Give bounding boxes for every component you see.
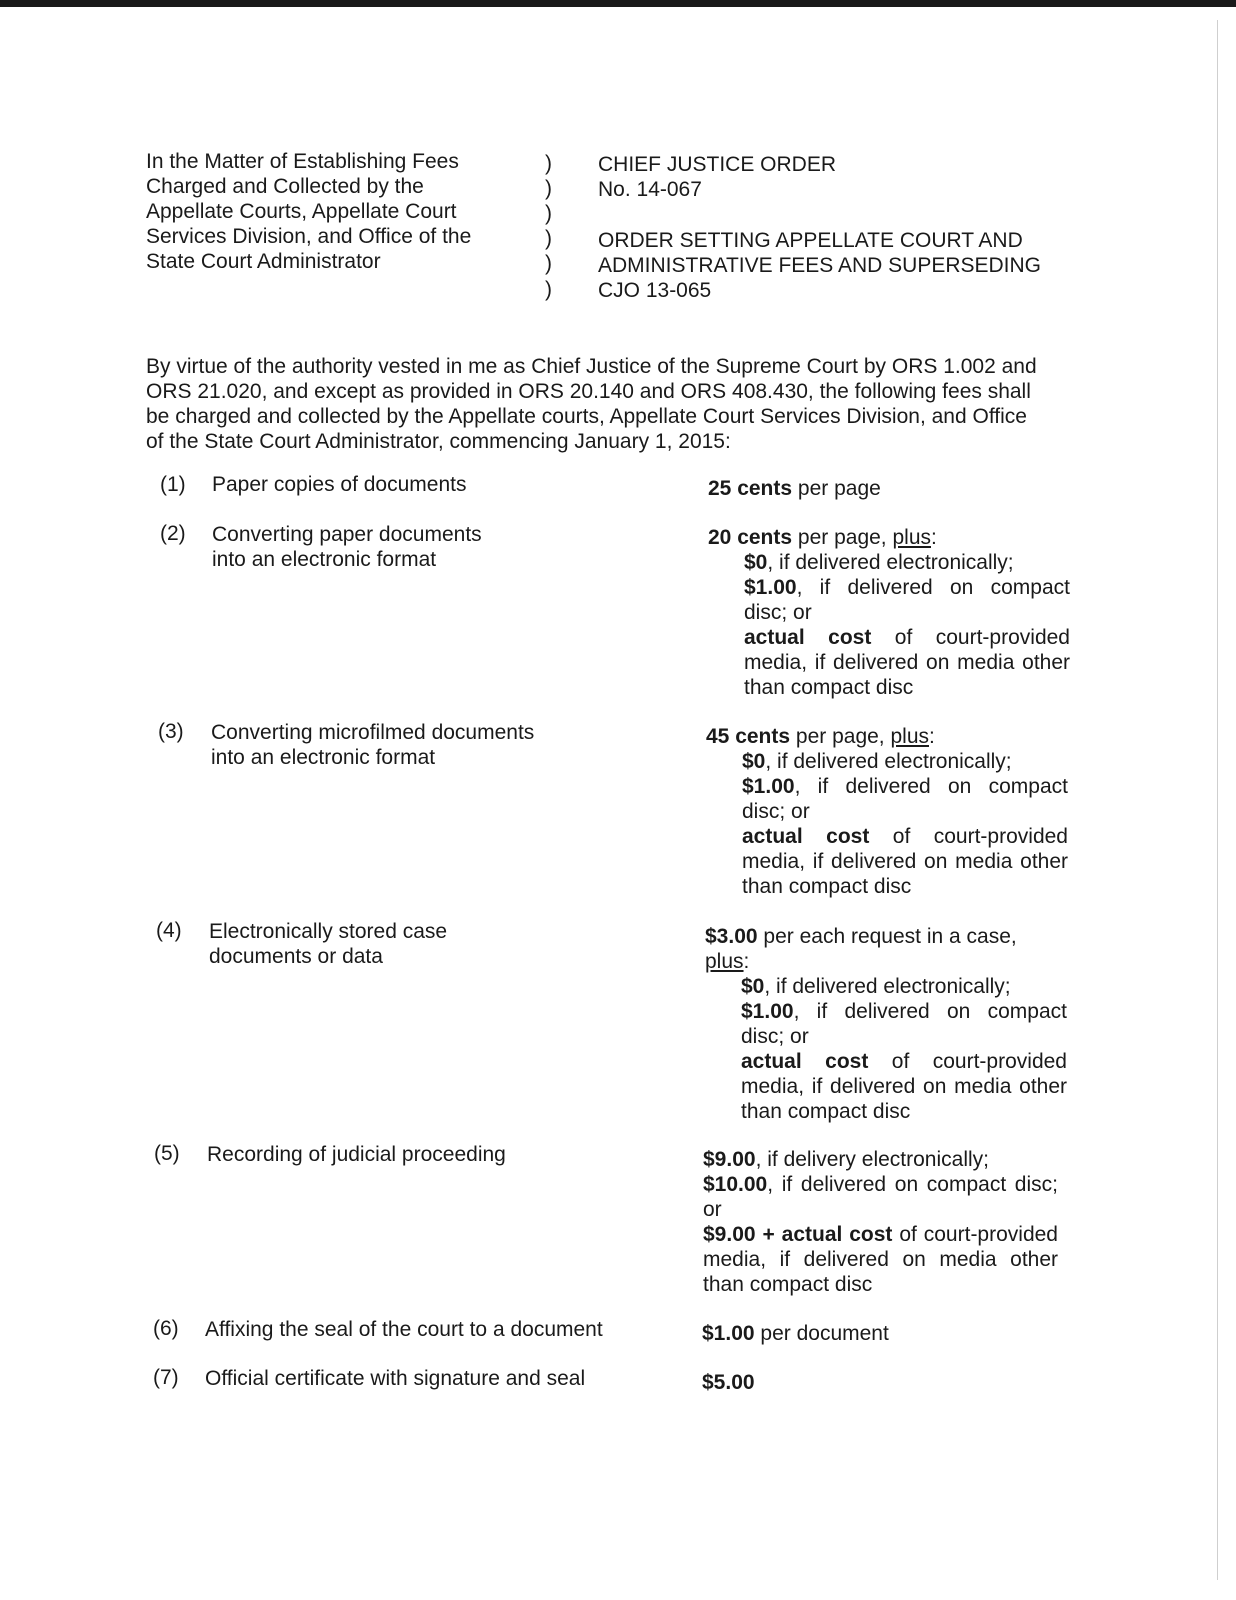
delivery-option [742,824,1068,899]
fee-unit: per document [754,1322,889,1345]
subject-line: ORDER SETTING APPELLATE COURT AND [598,229,1023,252]
fee-rate [705,924,1067,1124]
item-number: (4) [156,919,182,942]
colon: : [929,725,935,748]
plus-label: plus [705,950,744,973]
subject-line: CJO 13-065 [598,279,712,302]
caption-paren: ) [545,278,552,301]
item-description: Official certificate with signature and seal [205,1367,586,1390]
fee-amount: $3.00 [705,925,758,948]
delivery-option [744,575,1070,625]
caption-paren: ) [545,227,552,250]
option-amount: $1.00 [744,576,797,599]
item-number: (1) [160,473,186,496]
caption-paren: ) [545,202,552,225]
fee-rate [702,1370,1064,1395]
item-description-line: Electronically stored case [209,920,448,943]
option-amount: $1.00 [742,775,795,798]
delivery-option [744,550,1070,575]
fee-rate [708,525,1070,700]
option-text: , if delivered on compact disc; or [742,775,1068,823]
matter-line: In the Matter of Establishing Fees [146,150,459,173]
option-text: of court-provided media, if delivered on media other than compact disc [744,626,1070,699]
fee-amount: $5.00 [702,1371,755,1394]
recording-option [703,1222,1058,1297]
fee-unit: per page, [790,725,891,748]
matter-line: Charged and Collected by the [146,175,424,198]
option-text: , if delivered on compact disc; or [741,1000,1067,1048]
item-description [212,522,482,572]
item-number: (2) [160,522,186,545]
option-text: , if delivered electronically; [765,750,1012,773]
scan-edge-line [1217,20,1218,1580]
fee-rate [702,1321,1064,1346]
delivery-option [742,749,1068,774]
option-amount: $10.00 [703,1173,768,1196]
intro-paragraph [146,354,1076,454]
item-description-line: into an electronic format [212,548,437,571]
option-amount: $0 [744,551,768,574]
item-number: (7) [153,1366,179,1389]
option-amount: $9.00 [703,1148,756,1171]
order-title: CHIEF JUSTICE ORDER [598,153,837,176]
fee-unit: per page [792,477,881,500]
matter-line: Appellate Courts, Appellate Court [146,200,457,223]
matter-caption [146,149,471,274]
option-amount: $9.00 + actual cost [703,1223,893,1246]
option-amount: $0 [742,750,766,773]
fee-rate [703,1147,1058,1297]
order-subject [598,228,1041,303]
item-description-line: Converting microfilmed documents [211,721,535,744]
option-text: , if delivered on compact disc; or [703,1173,1058,1221]
caption-paren: ) [545,177,552,200]
option-amount: actual cost [744,626,872,649]
subject-line: ADMINISTRATIVE FEES AND SUPERSEDING [598,254,1042,277]
intro-line: of the State Court Administrator, commencing January 1, 2015: [146,430,731,453]
fee-rate [708,476,1070,501]
recording-option [703,1147,1058,1172]
item-description-line: into an electronic format [211,746,436,769]
colon: : [743,950,750,973]
caption-paren: ) [545,152,552,175]
fee-amount: 45 cents [706,725,791,748]
item-description [211,720,534,770]
fee-amount: 25 cents [708,477,793,500]
option-amount: actual cost [742,825,870,848]
fee-rate [706,724,1068,899]
option-amount: actual cost [741,1050,869,1073]
fee-unit: per page, [792,526,893,549]
option-text: of court-provided media, if delivered on media other than compact disc [741,1050,1067,1123]
scan-top-border [0,0,1236,7]
item-description-line: Converting paper documents [212,523,482,546]
item-number: (3) [158,720,184,743]
item-description: Paper copies of documents [212,473,467,496]
plus-label: plus [892,526,931,549]
fee-amount: 20 cents [708,526,793,549]
fee-unit: per each request in a case, [757,925,1017,948]
option-text: of court-provided media, if delivered on media other than compact disc [742,825,1068,898]
option-text: , if delivered electronically; [764,975,1011,998]
item-number: (5) [154,1142,180,1165]
caption-paren: ) [545,252,552,275]
intro-line: ORS 21.020, and except as provided in ORS 20.140 and ORS 408.430, the following fees shall [146,380,1031,403]
matter-line: Services Division, and Office of the [146,225,472,248]
delivery-option [741,999,1067,1049]
item-number: (6) [153,1317,179,1340]
plus-label: plus [890,725,929,748]
recording-option [703,1172,1058,1222]
delivery-option [741,974,1067,999]
item-description: Recording of judicial proceeding [207,1143,506,1166]
delivery-option [744,625,1070,700]
option-amount: $1.00 [741,1000,794,1023]
item-description-line: documents or data [209,945,383,968]
order-number: No. 14-067 [598,178,702,201]
option-text: , if delivery electronically; [755,1148,989,1171]
item-description [209,919,447,969]
fee-amount: $1.00 [702,1322,755,1345]
delivery-option [742,774,1068,824]
item-description: Affixing the seal of the court to a document [205,1318,603,1341]
order-heading [598,152,836,202]
option-text: , if delivered on compact disc; or [744,576,1070,624]
option-amount: $0 [741,975,765,998]
matter-line: State Court Administrator [146,250,381,273]
delivery-option [741,1049,1067,1124]
colon: : [931,526,937,549]
option-text: , if delivered electronically; [767,551,1014,574]
option-text: of court-provided media, if delivered on media other than compact disc [703,1223,1058,1296]
intro-line: be charged and collected by the Appellate courts, Appellate Court Services Division, and Office [146,405,1027,428]
intro-line: By virtue of the authority vested in me as Chief Justice of the Supreme Court by ORS 1.002 and [146,355,1037,378]
